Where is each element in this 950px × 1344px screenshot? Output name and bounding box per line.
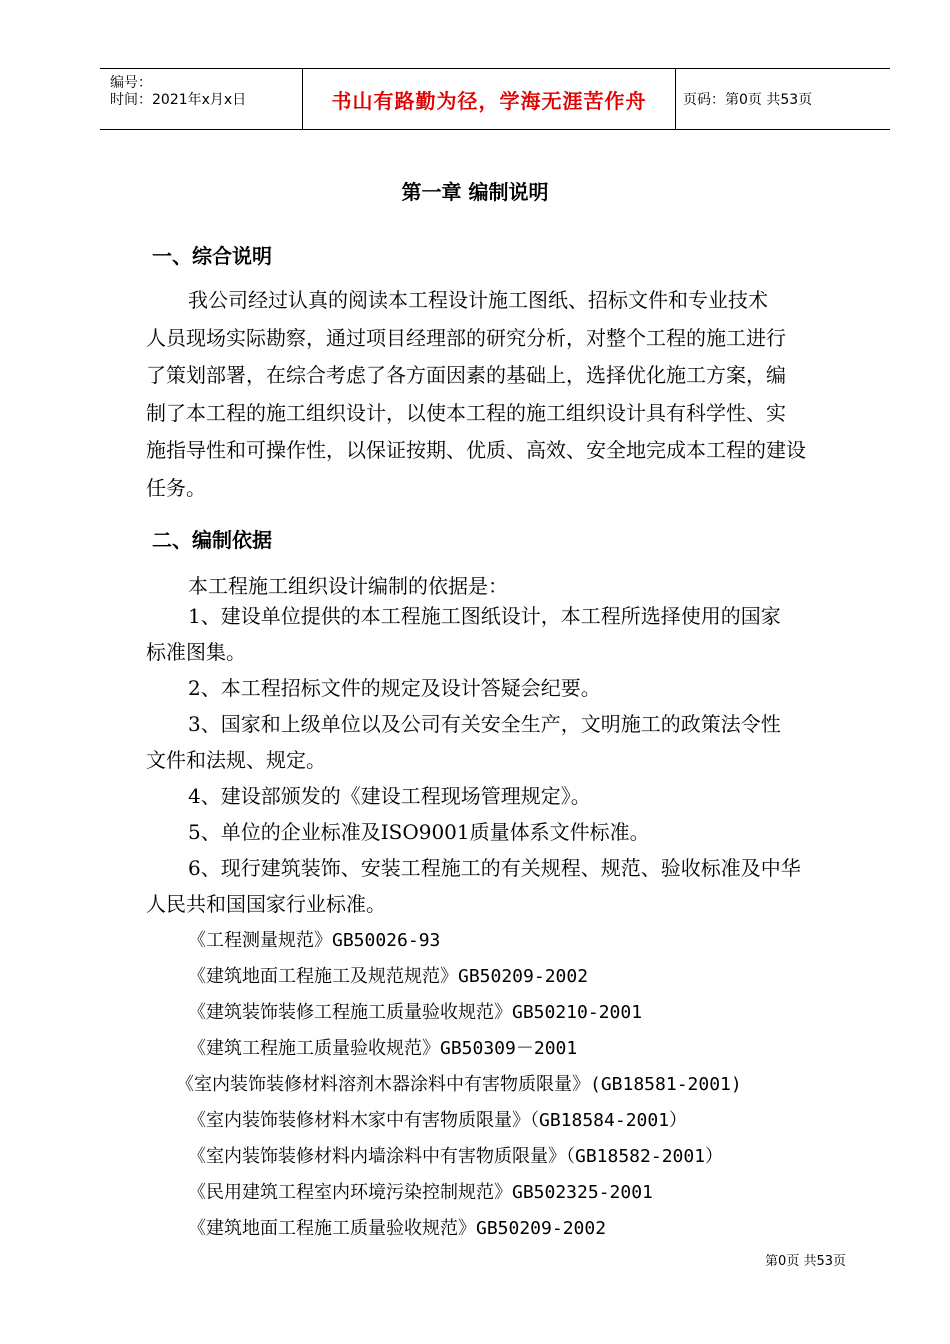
paragraph-line: 施指导性和可操作性，以保证按期、优质、高效、安全地完成本工程的建设 [146,438,806,463]
basis-item-1-line1: 1、建设单位提供的本工程施工图纸设计，本工程所选择使用的国家 [188,604,781,628]
section2-heading: 二、编制依据 [152,528,272,552]
header-page-info: 页码：第0页 共53页 [683,92,813,108]
basis-item-1-line2: 标准图集。 [146,640,246,664]
standard-item: 《建筑地面工程施工质量验收规范》GB50209-2002 [188,1218,607,1239]
basis-item-5: 5、单位的企业标准及ISO9001质量体系文件标准。 [188,820,650,844]
standard-item: 《室内装饰装修材料溶剂木器涂料中有害物质限量》(GB18581-2001) [176,1074,742,1095]
basis-item-3-line2: 文件和法规、规定。 [146,748,326,772]
header-time: 时间：2021年x月x日 [110,92,247,108]
basis-item-2: 2、本工程招标文件的规定及设计答疑会纪要。 [188,676,601,700]
paragraph-line: 了策划部署，在综合考虑了各方面因素的基础上，选择优化施工方案，编 [146,363,786,388]
header-motto: 书山有路勤为径，学海无涯苦作舟 [331,88,647,113]
basis-item-6-line2: 人民共和国国家行业标准。 [146,892,386,916]
basis-item-3-line1: 3、国家和上级单位以及公司有关安全生产，文明施工的政策法令性 [188,712,781,736]
header-meta [100,69,302,129]
chapter-title: 第一章 编制说明 [401,180,549,204]
basis-item-4: 4、建设部颁发的《建设工程现场管理规定》。 [188,784,591,808]
standard-item: 《建筑装饰装修工程施工质量验收规范》GB50210-2001 [188,1002,643,1023]
header-code: 编号： [110,75,152,91]
paragraph-line: 我公司经过认真的阅读本工程设计施工图纸、招标文件和专业技术 [188,288,768,312]
section1-paragraph [146,282,851,508]
basis-item-6-line1: 6、现行建筑装饰、安装工程施工的有关规程、规范、验收标准及中华 [188,856,801,880]
standard-item: 《室内装饰装修材料木家中有害物质限量》（GB18584-2001） [188,1110,688,1131]
section1-heading: 一、综合说明 [152,244,272,268]
page-footer: 第0页 共53页 [765,1254,846,1269]
page-header [100,68,890,130]
paragraph-line: 人员现场实际勘察，通过项目经理部的研究分析，对整个工程的施工进行 [146,325,786,350]
header-motto-cell [302,69,676,129]
standard-item: 《工程测量规范》GB50026-93 [188,930,441,951]
standard-item: 《建筑地面工程施工及规范规范》GB50209-2002 [188,966,589,987]
header-page-cell [675,69,890,129]
standard-item: 《民用建筑工程室内环境污染控制规范》GB502325-2001 [188,1182,653,1203]
standard-item: 《建筑工程施工质量验收规范》GB50309－2001 [188,1038,578,1059]
paragraph-line: 任务。 [146,475,206,500]
basis-intro: 本工程施工组织设计编制的依据是： [188,574,508,598]
paragraph-line: 制了本工程的施工组织设计，以使本工程的施工组织设计具有科学性、实 [146,400,786,425]
standard-item: 《室内装饰装修材料内墙涂料中有害物质限量》（GB18582-2001） [188,1146,724,1167]
